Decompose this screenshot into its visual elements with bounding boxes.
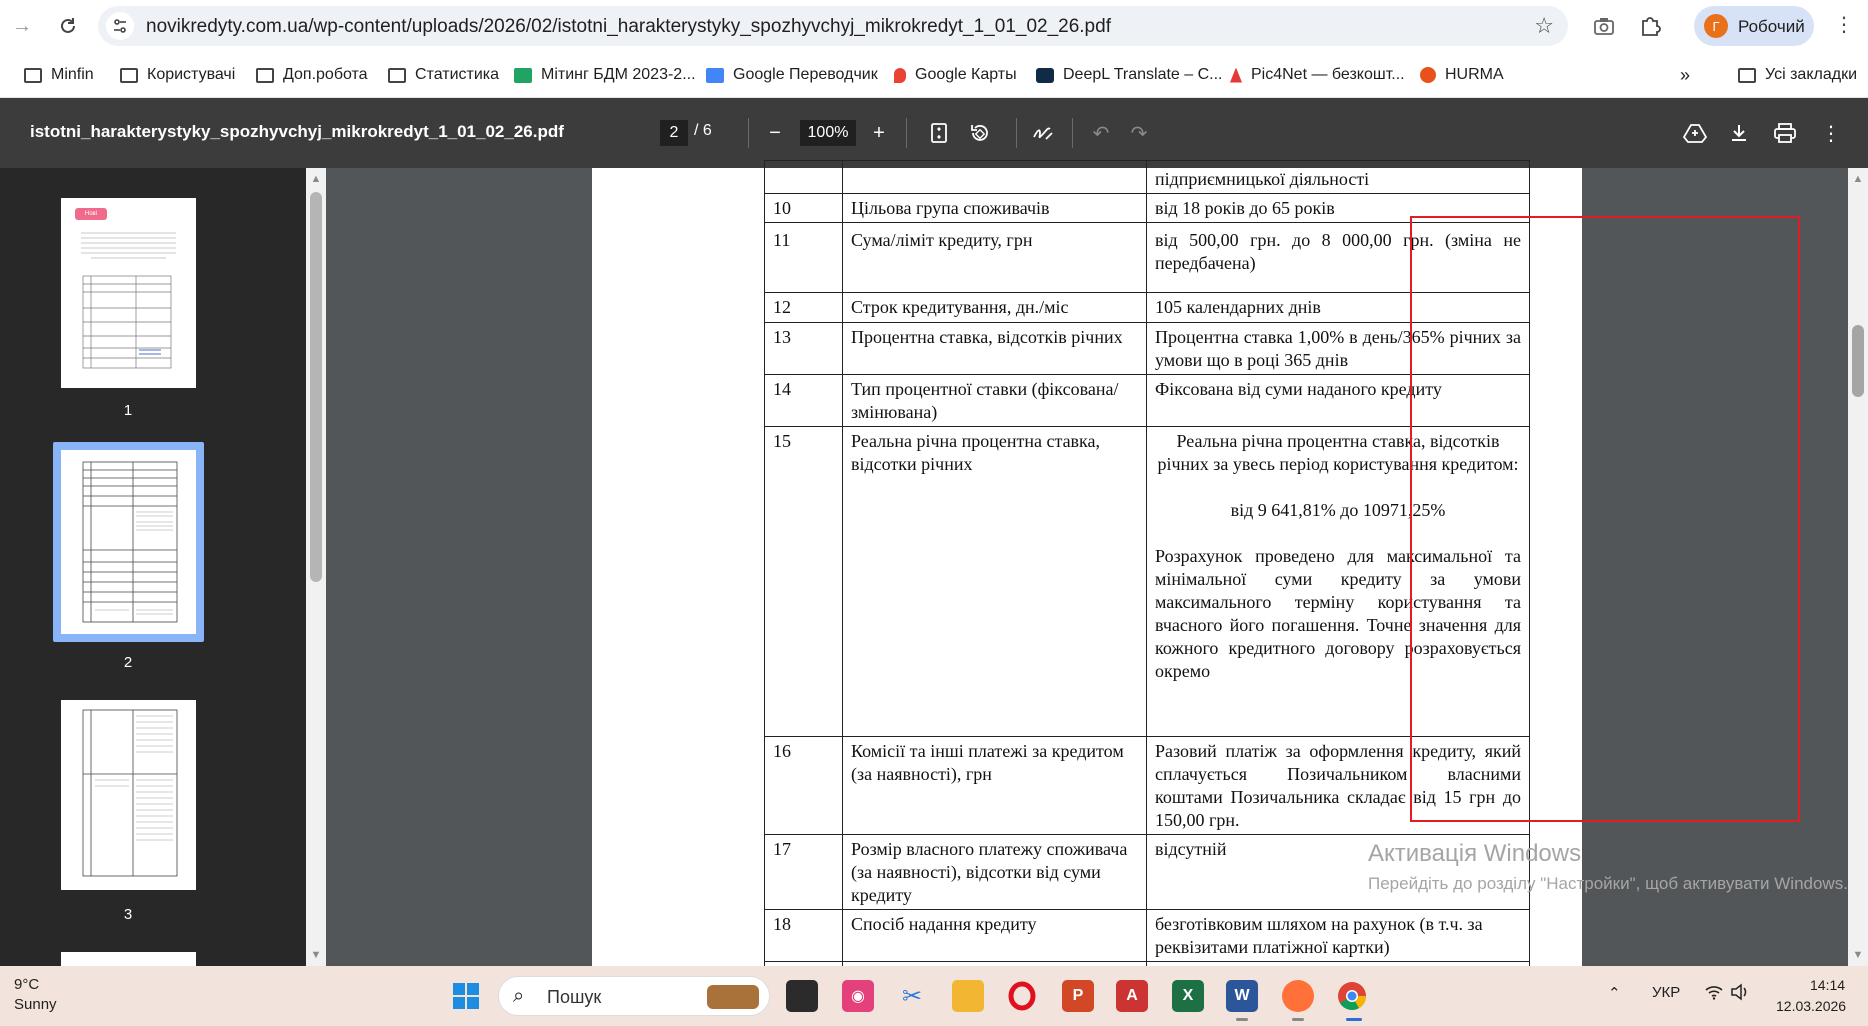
zoom-in-icon[interactable]: +	[873, 121, 885, 144]
sidebar-scroll-thumb[interactable]	[310, 192, 322, 582]
rate-range: від 9 641,81% до 10971,25%	[1230, 500, 1446, 520]
red-highlight-box	[1410, 216, 1800, 822]
folder-icon	[24, 68, 42, 83]
creative-cloud-icon[interactable]: ◉	[842, 980, 874, 1012]
scroll-up-icon[interactable]: ▲	[1852, 173, 1864, 185]
search-icon: ⌕	[513, 985, 525, 1007]
browser-menu-icon[interactable]: ⋮	[1834, 14, 1854, 36]
bookmark-extra-work[interactable]: Доп.робота	[256, 62, 368, 88]
word-icon[interactable]: W	[1226, 980, 1258, 1012]
download-icon[interactable]	[1726, 120, 1752, 146]
table-row: 18 Спосіб надання кредиту безготівковим шляхом на рахунок (в т.ч. за реквізитами платіжної картки)	[765, 910, 1530, 962]
taskbar-search[interactable]: ⌕ Пошук	[498, 976, 770, 1016]
clock-time[interactable]: 14:14	[1810, 977, 1846, 993]
more-bookmarks-button[interactable]: »	[1680, 64, 1691, 85]
folder-icon	[120, 68, 138, 83]
reload-icon[interactable]	[52, 10, 84, 42]
redo-icon[interactable]: ↷	[1130, 122, 1148, 145]
clock-date[interactable]: 12.03.2026	[1776, 998, 1847, 1014]
address-bar[interactable]	[98, 6, 1568, 46]
page-thumbnail-2[interactable]	[61, 450, 196, 634]
rate-heading: Реальна річна процентна ставка, відсотків річних за увесь період користування кредитом:	[1157, 431, 1519, 474]
bookmark-users[interactable]: Користувачі	[120, 62, 235, 88]
page-thumbnail-4[interactable]	[61, 952, 196, 966]
windows-start-icon[interactable]	[450, 980, 482, 1012]
page-total: / 6	[694, 122, 712, 139]
bookmark-pic4net[interactable]: Pic4Net — безкошт...	[1230, 62, 1405, 88]
divider	[1016, 118, 1017, 148]
pdf-viewer	[326, 168, 1848, 966]
site-info-icon[interactable]	[106, 12, 134, 40]
print-icon[interactable]	[1772, 120, 1798, 146]
folder-icon	[256, 68, 274, 83]
main-scrollbar[interactable]	[1848, 168, 1868, 966]
folder-icon	[1738, 68, 1756, 83]
table-row: 16 Комісії та інші платежі за кредитом (за наявності), грн Разовий платіж за оформлення кредиту, який сплачується Позичальником власними коштами Позичальника складає від 15 грн до 150,00 грн.	[765, 737, 1530, 835]
divider	[906, 118, 907, 148]
running-indicator	[1236, 1018, 1248, 1021]
deepl-icon	[1036, 68, 1054, 83]
browser-toolbar	[0, 0, 1868, 52]
divider	[1072, 118, 1073, 148]
pic4net-icon	[1230, 68, 1242, 83]
bookmark-deepl[interactable]: DeepL Translate – С...	[1036, 62, 1223, 88]
sheets-icon	[514, 68, 532, 83]
thumb-label-2: 2	[123, 654, 133, 671]
forward-icon[interactable]: →	[12, 14, 32, 37]
main-scroll-thumb[interactable]	[1852, 325, 1864, 397]
scroll-up-icon[interactable]: ▲	[310, 173, 322, 185]
profile-button[interactable]	[1694, 6, 1814, 46]
powerpoint-icon[interactable]: P	[1062, 980, 1094, 1012]
weather-temperature[interactable]: 9°C	[14, 976, 40, 993]
search-highlight-image	[707, 985, 759, 1009]
zoom-out-icon[interactable]: −	[769, 121, 781, 144]
rate-note: Розрахунок проведено для максимальної та мінімальної суми кредиту за умови максимального терміну користування та вчасного його погашення. Точне значення для кожного кредитного договору розраховується окремо	[1155, 546, 1521, 681]
wifi-icon[interactable]	[1704, 984, 1724, 1004]
bookmark-star-icon[interactable]: ☆	[1534, 13, 1554, 38]
drive-save-icon[interactable]	[1682, 120, 1708, 146]
scroll-down-icon[interactable]: ▼	[1852, 949, 1864, 961]
file-explorer-icon[interactable]	[952, 980, 984, 1012]
camera-icon[interactable]	[1590, 12, 1618, 40]
opera-icon[interactable]	[1006, 980, 1038, 1012]
draw-icon[interactable]	[1030, 120, 1056, 146]
url-text[interactable]: novikredyty.com.ua/wp-content/uploads/2026/02/istotni_harakterystyky_spozhyvchyj_mikrokredyt_1_01_02_26.pdf	[146, 16, 1111, 37]
running-indicator	[1292, 1018, 1304, 1021]
activation-watermark-subtitle: Перейдіть до розділу "Настройки", щоб активувати Windows.	[1368, 874, 1848, 893]
tray-overflow-icon[interactable]: ⌃	[1608, 985, 1621, 1002]
table-row: 15 Реальна річна процентна ставка, відсотки річних Реальна річна процентна ставка, відсотків річних за увесь період користування кредитом: від 9 641,81% до 10971,25% Розрахунок проведено для максимальної та мінімальної суми кредиту за умови максимального терміну користування та вчасного його погашення. Точне значення для кожного кредитного договору розраховується окремо	[765, 427, 1530, 737]
page-thumbnail-3[interactable]	[61, 700, 196, 890]
bookmark-hurma[interactable]: HURMA	[1420, 62, 1504, 88]
thumb-label-3: 3	[123, 906, 133, 923]
google-translate-icon	[706, 68, 724, 83]
table-row	[765, 161, 1530, 194]
profile-name: Робочий	[1738, 17, 1805, 36]
thumb-label-1: 1	[123, 402, 133, 419]
page-thumbnail-1[interactable]	[61, 198, 196, 388]
pdf-more-icon[interactable]: ⋮	[1821, 122, 1841, 145]
weather-description[interactable]: Sunny	[14, 996, 57, 1013]
page-number-input[interactable]: 2	[660, 120, 688, 146]
folder-icon	[388, 68, 406, 83]
divider	[748, 118, 749, 148]
bookmark-google-maps[interactable]: Google Карты	[894, 62, 1017, 88]
table-row: 17 Розмір власного платежу споживача (за наявності), відсотки від суми кредиту відсутній	[765, 835, 1530, 910]
rotate-icon[interactable]	[966, 120, 992, 146]
fit-page-icon[interactable]	[926, 120, 952, 146]
task-view-icon[interactable]	[786, 980, 818, 1012]
language-indicator[interactable]: УКР	[1652, 984, 1681, 1001]
hurma-icon	[1420, 67, 1436, 83]
undo-icon[interactable]: ↶	[1092, 122, 1110, 145]
maps-pin-icon	[894, 68, 906, 83]
extensions-icon[interactable]	[1636, 12, 1664, 40]
bookmarks-bar	[0, 52, 1868, 98]
pdf-filename: istotni_harakterystyky_spozhyvchyj_mikrokredyt_1_01_02_26.pdf	[30, 122, 564, 141]
firefox-icon[interactable]	[1282, 980, 1314, 1012]
table-row: 14 Тип процентної ставки (фіксована/змінювана) Фіксована від суми наданого кредиту	[765, 375, 1530, 427]
snipping-tool-icon[interactable]: ✂	[901, 982, 923, 1010]
acrobat-icon[interactable]: A	[1116, 980, 1148, 1012]
bookmark-minfin[interactable]: Minfin	[24, 62, 94, 88]
bookmark-statistics[interactable]: Статистика	[388, 62, 499, 88]
volume-icon[interactable]	[1730, 984, 1750, 1004]
pdf-toolbar	[0, 98, 1868, 168]
scroll-down-icon[interactable]: ▼	[310, 949, 322, 961]
thumbnail-sidebar	[0, 168, 326, 966]
chrome-icon[interactable]	[1336, 980, 1368, 1012]
active-app-indicator	[1346, 1018, 1362, 1021]
table-row: 11 Сума/ліміт кредиту, грн від 500,00 грн. до 8 000,00 грн. (зміна не передбачена)	[765, 223, 1530, 293]
table-row: 12 Строк кредитування, дн./міс 105 календарних днів	[765, 293, 1530, 323]
zoom-input[interactable]: 100%	[800, 120, 856, 146]
taskbar	[0, 966, 1868, 1026]
table-cell: підприємницької діяльності	[1147, 161, 1530, 194]
activation-watermark-title: Активація Windows	[1368, 840, 1582, 867]
table-row: 10 Цільова група споживачів від 18 років до 65 років	[765, 194, 1530, 223]
bookmark-google-translate[interactable]: Google Переводчик	[706, 62, 878, 88]
table-row: 13 Процентна ставка, відсотків річних Процентна ставка 1,00% в день/365% річних за умови що в році 365 днів	[765, 323, 1530, 375]
avatar: Г	[1704, 14, 1728, 38]
company-logo: Нові Кредити	[75, 208, 107, 220]
bookmark-meeting[interactable]: Мітинг БДМ 2023-2...	[514, 62, 696, 88]
all-bookmarks[interactable]: Усі закладки	[1738, 62, 1857, 88]
excel-icon[interactable]: X	[1172, 980, 1204, 1012]
